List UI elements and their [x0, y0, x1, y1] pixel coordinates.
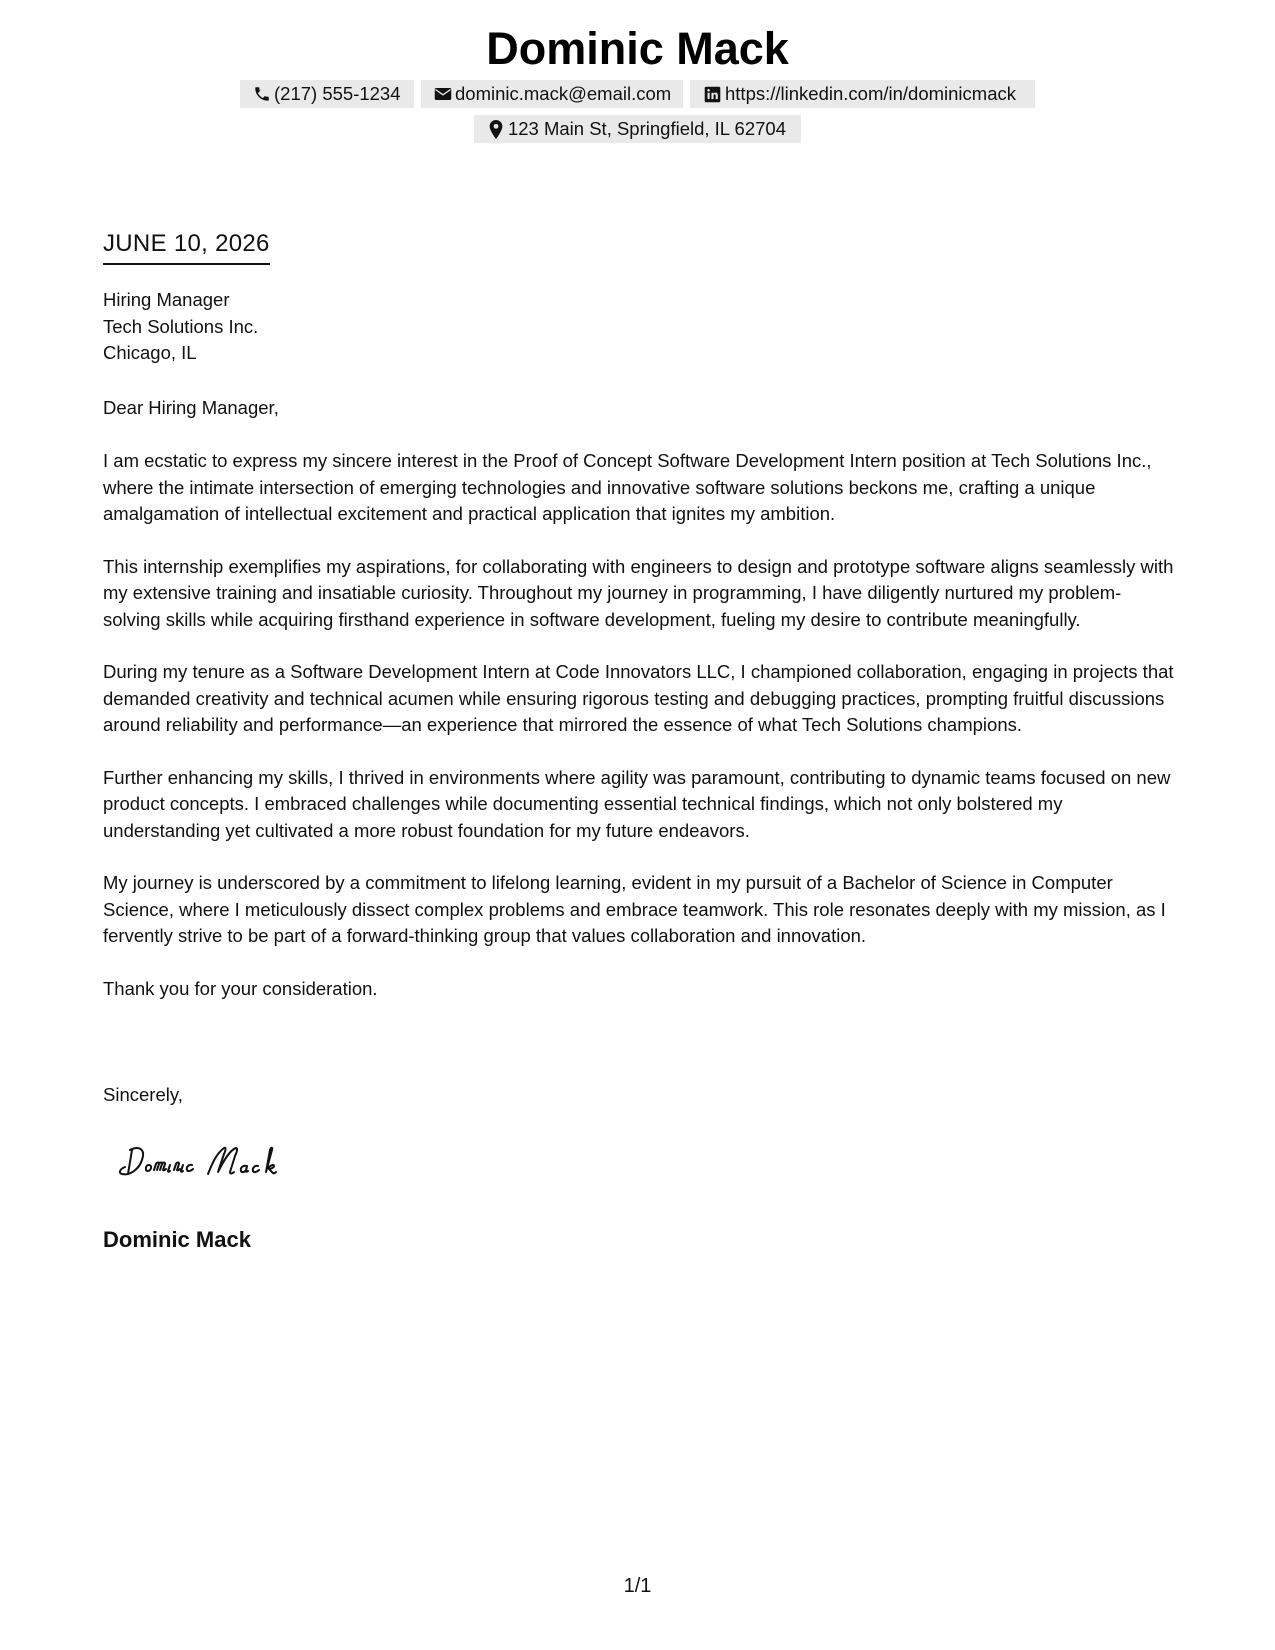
- body-paragraph: During my tenure as a Software Development Intern at Code Innovators LLC, I championed collaboration, engaging in projects that demanded creativity and technical acumen while ensuring rigorous testing and debugging practices, prompting fruitful discussions around reliability and performance—an experience that mirrored the essence of what Tech Solutions champions.: [103, 661, 1174, 735]
- body-paragraph: I am ecstatic to express my sincere interest in the Proof of Concept Software Development Intern position at Tech Solutions Inc., where the intimate intersection of emerging technologies and innovative software solutions beckons me, crafting a unique amalgamation of intellectual excitement and practical application that ignites my ambition.: [103, 450, 1152, 524]
- signer-name: Dominic Mack: [103, 1227, 251, 1252]
- letter-date: JUNE 10, 2026: [103, 228, 270, 265]
- phone-icon: [253, 85, 271, 104]
- handwritten-signature: [116, 1136, 356, 1188]
- recipient-location: Chicago, IL: [103, 342, 197, 363]
- recipient-title: Hiring Manager: [103, 289, 230, 310]
- linkedin-text[interactable]: https://linkedin.com/in/dominicmack: [725, 83, 1016, 104]
- closing: Sincerely,: [103, 1084, 183, 1105]
- email-text[interactable]: dominic.mack@email.com: [455, 83, 672, 104]
- address-text: 123 Main St, Springfield, IL 62704: [507, 118, 786, 139]
- signature-text: Dominic Mack: [116, 1136, 123, 1137]
- body-paragraph: My journey is underscored by a commitment to lifelong learning, evident in my pursuit of a Bachelor of Science in Computer Science, where I meticulously dissect complex problems and embrace teamwork. This role resonates deeply with my mission, as I fervently strive to be part of a forward-thinking group that values collaboration and innovation.: [103, 872, 1166, 946]
- recipient-company: Tech Solutions Inc.: [103, 315, 259, 337]
- body-paragraph: Further enhancing my skills, I thrived in environments where agility was paramount, contributing to dynamic teams focused on new product concepts. I embraced challenges while documenting essential technical findings, which not only bolstered my understanding yet cultivated a more robust foundation for my future endeavors.: [103, 766, 1171, 841]
- email-chip[interactable]: [421, 80, 683, 108]
- linkedin-chip[interactable]: [690, 80, 1035, 108]
- address-row: [0, 115, 1275, 143]
- recipient-block: [103, 287, 258, 367]
- map-pin-icon: [487, 120, 505, 139]
- applicant-name: Dominic Mack: [486, 23, 789, 74]
- envelope-icon: [434, 85, 452, 104]
- address-chip: [474, 115, 801, 143]
- body-paragraph: This internship exemplifies my aspirations, for collaborating with engineers to design and prototype software aligns seamlessly with my extensive training and insatiable curiosity. Throughout my journey in programming, I have diligently nurtured my problem-solving skills while acquiring firsthand experience in software development, fueling my desire to contribute meaningfully.: [103, 555, 1174, 630]
- greeting: Dear Hiring Manager,: [103, 397, 279, 418]
- page-number: 1/1: [623, 1575, 652, 1597]
- letter-body: [103, 448, 1178, 1028]
- contact-row: [0, 80, 1275, 108]
- linkedin-icon: [703, 85, 722, 104]
- phone-text: (217) 555-1234: [274, 83, 401, 104]
- phone-chip: [240, 80, 414, 108]
- thank-you-line: Thank you for your consideration.: [103, 977, 378, 999]
